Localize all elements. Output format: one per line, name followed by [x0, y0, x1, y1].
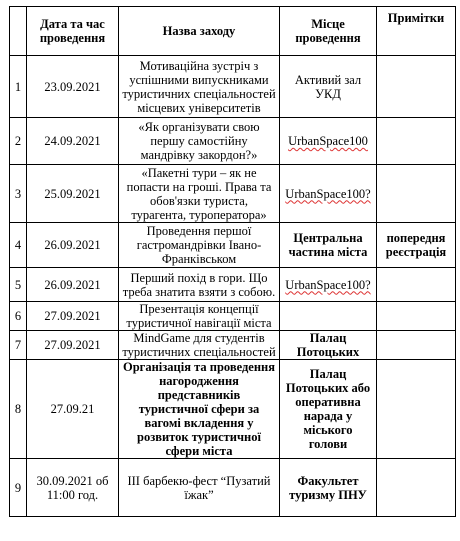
document-page [9, 6, 456, 517]
row-event-name: Перший похід в гори. Що треба знатита взяти з собою. [119, 268, 280, 302]
row-date: 25.09.2021 [27, 165, 119, 223]
row-notes [377, 360, 456, 459]
row-date: 24.09.2021 [27, 118, 119, 165]
row-date: 26.09.2021 [27, 268, 119, 302]
row-event-name: «Як організувати свою першу самостійну мандрівку закордон?» [119, 118, 280, 165]
row-number: 6 [10, 302, 27, 331]
row-number: 2 [10, 118, 27, 165]
row-number: 3 [10, 165, 27, 223]
row-number: 1 [10, 56, 27, 118]
row-event-name: Презентація концепції туристичної навігації міста [119, 302, 280, 331]
row-date: 23.09.2021 [27, 56, 119, 118]
table-row [10, 165, 456, 223]
row-place [280, 165, 377, 223]
row-date: 27.09.2021 [27, 302, 119, 331]
header-place: Місце проведення [280, 7, 377, 56]
table-row [10, 360, 456, 459]
row-event-name: ІІІ барбекю-фест “Пузатий їжак” [119, 459, 280, 517]
row-date: 30.09.2021 об 11:00 год. [27, 459, 119, 517]
row-number: 8 [10, 360, 27, 459]
row-notes [377, 165, 456, 223]
row-notes [377, 459, 456, 517]
row-place: Центральна частина міста [280, 223, 377, 268]
table-row [10, 268, 456, 302]
header-number [10, 7, 27, 56]
row-place: Активий зал УКД [280, 56, 377, 118]
header-date: Дата та час проведення [27, 7, 119, 56]
table-row [10, 331, 456, 360]
table-row [10, 56, 456, 118]
row-place: Палац Потоцьких або оперативна нарада у міського голови [280, 360, 377, 459]
row-number: 5 [10, 268, 27, 302]
place-text: UrbanSpace100 [288, 134, 368, 148]
row-notes [377, 268, 456, 302]
row-event-name: Мотиваційна зустріч з успішними випускниками туристичних спеціальностей місцевих університетів [119, 56, 280, 118]
row-number: 4 [10, 223, 27, 268]
place-text: UrbanSpace100? [285, 186, 371, 201]
row-number: 7 [10, 331, 27, 360]
table-row [10, 118, 456, 165]
table-row [10, 302, 456, 331]
row-event-name: MindGame для студентів туристичних спеціальностей [119, 331, 280, 360]
row-notes [377, 302, 456, 331]
row-date: 27.09.21 [27, 360, 119, 459]
row-notes [377, 118, 456, 165]
row-date: 26.09.2021 [27, 223, 119, 268]
table-row [10, 223, 456, 268]
row-place [280, 118, 377, 165]
row-event-name: «Пакетні тури – як не попасти на гроші. Права та обов'язки туриста, турагента, туроператора» [119, 165, 280, 223]
row-place [280, 302, 377, 331]
row-date: 27.09.2021 [27, 331, 119, 360]
row-notes [377, 56, 456, 118]
header-notes: Примітки [377, 7, 456, 56]
table-row [10, 459, 456, 517]
row-event-name: Організація та проведення нагородження представників туристичної сфери за вагомі вкладення у розвиток туристичної сфери міста [119, 360, 280, 459]
header-row [10, 7, 456, 56]
row-notes [377, 331, 456, 360]
row-number: 9 [10, 459, 27, 517]
row-place [280, 268, 377, 302]
row-place: Палац Потоцьких [280, 331, 377, 360]
row-place: Факультет туризму ПНУ [280, 459, 377, 517]
row-notes: попередня реєстрація [377, 223, 456, 268]
header-event-name: Назва заходу [119, 7, 280, 56]
events-table [9, 6, 456, 517]
place-text: UrbanSpace100? [285, 277, 371, 292]
row-event-name: Проведення першої гастромандрівки Івано-Франківськом [119, 223, 280, 268]
